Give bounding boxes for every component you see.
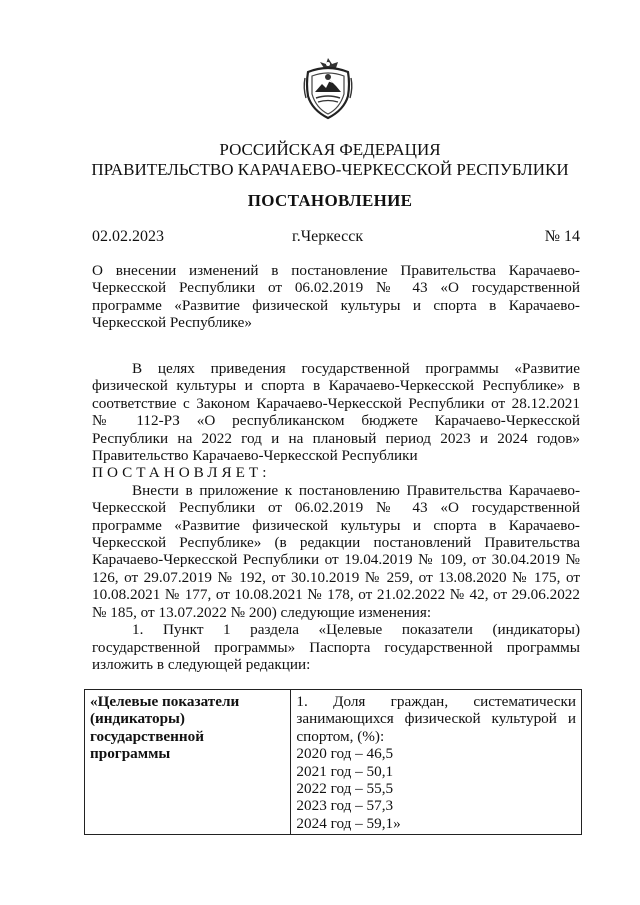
item-1-paragraph: 1. Пункт 1 раздела «Целевые показатели (индикаторы) государственной программы» Паспорта государственной программы изложить в следующей редакции: (92, 621, 580, 673)
list-item: 2022 год – 55,5 (296, 780, 394, 798)
intro-paragraph: Внести в приложение к постановлению Правительства Карачаево-Черкесской Республики от 06.02.2019 № 43 «О государственной программе «Развитие физической культуры и спорта в Карачаево-Черкесской Республике» (в редакции постановлений Правительства Карачаево-Черкесской Республики от 19.04.2019 № 109, от 30.04.2019 № 126, от 29.07.2019 № 192, от 30.10.2019 № 259, от 13.08.2020 № 175, от 10.08.2021 № 177, от 10.08.2021 № 178, от 21.02.2022 № 42, от 29.06.2022 № 185, от 13.07.2022 № 200) следующие изменения: (92, 481, 580, 621)
country-heading: РОССИЙСКАЯ ФЕДЕРАЦИЯ (219, 140, 441, 159)
document-date: 02.02.2023 (92, 228, 164, 245)
document-title: ПОСТАНОВЛЕНИЕ (247, 191, 413, 210)
indicator-description: 1. Доля граждан, систематически занимающихся физической культурой и спортом, (%): (296, 693, 576, 745)
preamble-paragraph: В целях приведения государственной программы «Развитие физической культуры и спорта в Карачаево-Черкесской Республике» в соответствие с Законом Карачаево-Черкесской Республики от 28.12.2021 № 112-РЗ «О республиканском бюджете Карачаево-Черкесской Республики на 2022 год и на плановый период 2023 и 2024 годов» Правительство Карачаево-Черкесской Республики (92, 360, 580, 465)
document-city: г.Черкесск (292, 228, 364, 245)
subject-text: О внесении изменений в постановление Правительства Карачаево-Черкесской Республики от 06.02.2019 № 43 «О государственной программе «Развитие физической культуры и спорта в Карачаево-Черкесской Республике» (92, 262, 580, 332)
list-item: 2024 год – 59,1» (296, 814, 401, 832)
list-item: 2021 год – 50,1 (296, 762, 394, 780)
government-heading: ПРАВИТЕЛЬСТВО КАРАЧАЕВО-ЧЕРКЕССКОЙ РЕСПУБЛИКИ (91, 160, 569, 179)
table-row (85, 690, 582, 835)
list-item: 2023 год – 57,3 (296, 797, 394, 815)
indicators-table (84, 689, 582, 835)
indicators-value-cell (291, 690, 582, 835)
document-number: № 14 (544, 228, 580, 245)
list-item: 2020 год – 46,5 (296, 745, 394, 763)
coat-of-arms-icon (302, 56, 354, 120)
indicators-label-cell: «Целевые показатели (индикаторы) государственной программы (85, 690, 291, 835)
document-body (92, 360, 580, 673)
decree-word: ПОСТАНОВЛЯЕТ: (92, 464, 271, 482)
document-subject (92, 262, 580, 332)
